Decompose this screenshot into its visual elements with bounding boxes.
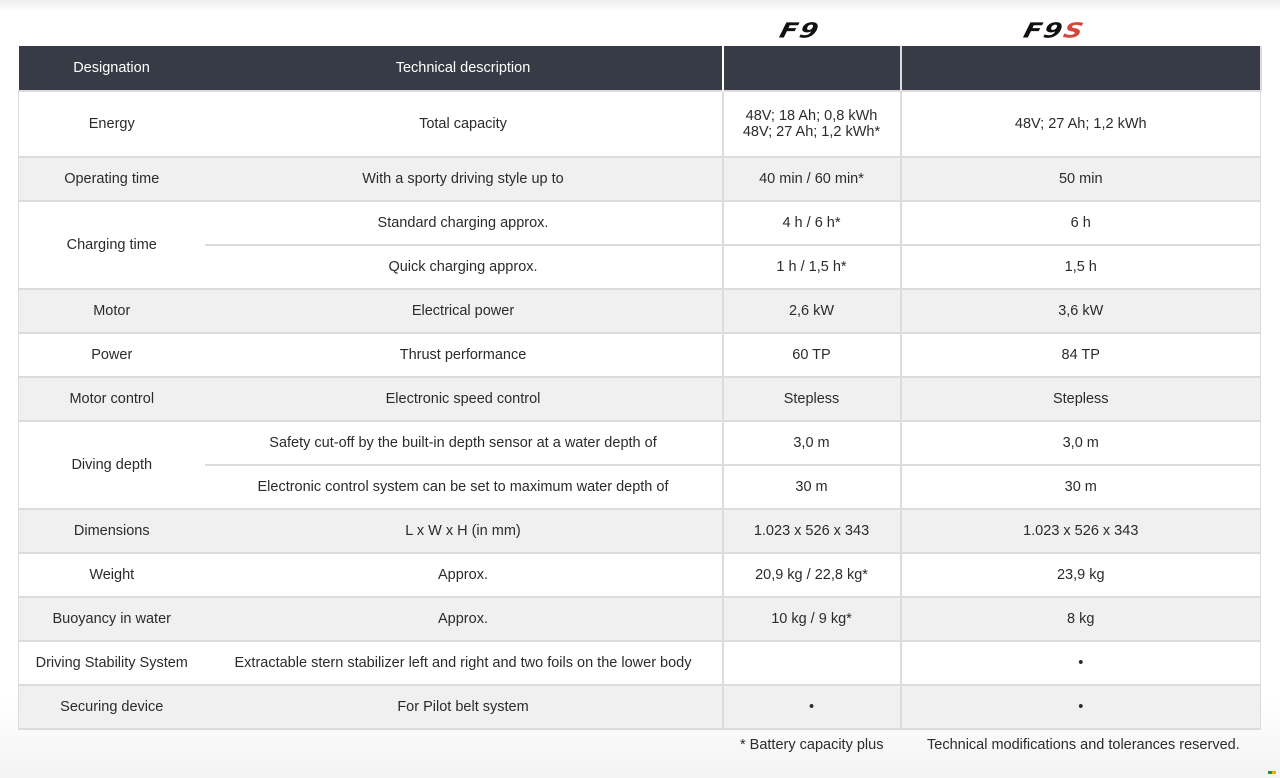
table-row [19, 377, 1261, 421]
f9s-value-cell: 1,5 h [901, 245, 1261, 289]
f9s-value-cell: • [901, 685, 1261, 729]
table-row [19, 641, 1261, 685]
description-cell: L x W x H (in mm) [205, 509, 723, 553]
description-cell: Approx. [205, 553, 723, 597]
f9-value-cell [723, 641, 901, 685]
designation-cell: Charging time [19, 201, 205, 289]
designation-cell: Buoyancy in water [19, 597, 205, 641]
f9-value-cell: 1 h / 1,5 h* [723, 245, 901, 289]
f9s-value-cell: 3,6 kW [901, 289, 1261, 333]
table-row [19, 157, 1261, 201]
f9-value-line: 48V; 27 Ah; 1,2 kWh* [742, 123, 881, 140]
f9s-value-cell: 48V; 27 Ah; 1,2 kWh [901, 91, 1261, 157]
description-cell: Quick charging approx. [205, 245, 723, 289]
table-row [19, 91, 1261, 157]
f9s-logo [1021, 21, 1138, 42]
table-row [19, 333, 1261, 377]
f9-value-cell: 30 m [723, 465, 901, 509]
f9s-value-cell: 6 h [901, 201, 1261, 245]
description-cell: Safety cut-off by the built-in depth sensor at a water depth of [205, 421, 723, 465]
f9-logo-text: F9 [777, 19, 823, 43]
f9-value-cell: 20,9 kg / 22,8 kg* [723, 553, 901, 597]
designation-cell: Operating time [19, 157, 205, 201]
f9s-value-cell: • [901, 641, 1261, 685]
designation-cell: Motor [19, 289, 205, 333]
f9s-value-cell: 84 TP [901, 333, 1261, 377]
specifications-table [18, 46, 1262, 730]
designation-cell: Driving Stability System [19, 641, 205, 685]
f9s-value-cell: 50 min [901, 157, 1261, 201]
table-row [19, 201, 1261, 245]
f9-value-line: 48V; 18 Ah; 0,8 kWh [745, 107, 878, 124]
description-cell: Thrust performance [205, 333, 723, 377]
description-cell: Total capacity [205, 91, 723, 157]
technical-modifications-footnote: Technical modifications and tolerances reserved. [927, 737, 1240, 753]
description-cell: Standard charging approx. [205, 201, 723, 245]
f9s-value-cell: 8 kg [901, 597, 1261, 641]
designation-cell: Dimensions [19, 509, 205, 553]
f9s-value-cell: 30 m [901, 465, 1261, 509]
f9s-logo-text: F9 [1021, 19, 1067, 43]
f9-value-cell: 60 TP [723, 333, 901, 377]
table-row [19, 509, 1261, 553]
f9-value-cell: 40 min / 60 min* [723, 157, 901, 201]
table-row [19, 597, 1261, 641]
description-cell: Extractable stern stabilizer left and right and two foils on the lower body [205, 641, 723, 685]
header-technical-description: Technical description [205, 47, 723, 91]
designation-cell: Weight [19, 553, 205, 597]
header-f9 [723, 47, 901, 91]
f9-value-cell: 10 kg / 9 kg* [723, 597, 901, 641]
description-cell: With a sporty driving style up to [205, 157, 723, 201]
designation-cell: Energy [19, 91, 205, 157]
description-cell: Electrical power [205, 289, 723, 333]
f9-value-cell: 4 h / 6 h* [723, 201, 901, 245]
description-cell: For Pilot belt system [205, 685, 723, 729]
f9-logo [777, 21, 852, 42]
header-f9s [901, 47, 1261, 91]
f9-value-cell: 2,6 kW [723, 289, 901, 333]
table-row [19, 421, 1261, 465]
designation-cell: Securing device [19, 685, 205, 729]
f9-value-cell: Stepless [723, 377, 901, 421]
f9s-value-cell: 1.023 x 526 x 343 [901, 509, 1261, 553]
f9s-value-cell: 23,9 kg [901, 553, 1261, 597]
table-header-row [19, 47, 1261, 91]
designation-cell: Power [19, 333, 205, 377]
header-designation: Designation [19, 47, 205, 91]
table-row [19, 685, 1261, 729]
designation-cell: Motor control [19, 377, 205, 421]
f9-value-cell [723, 91, 901, 157]
table-row [19, 245, 1261, 289]
table-row [19, 465, 1261, 509]
table-row [19, 553, 1261, 597]
f9-value-cell: • [723, 685, 901, 729]
f9s-logo-accent: S [1060, 19, 1088, 43]
description-cell: Electronic speed control [205, 377, 723, 421]
description-cell: Approx. [205, 597, 723, 641]
f9s-value-cell: Stepless [901, 377, 1261, 421]
f9-value-cell: 1.023 x 526 x 343 [723, 509, 901, 553]
f9-value-cell: 3,0 m [723, 421, 901, 465]
designation-cell: Diving depth [19, 421, 205, 509]
description-cell: Electronic control system can be set to maximum water depth of [205, 465, 723, 509]
battery-footnote: * Battery capacity plus [740, 737, 884, 753]
corner-mark-icon [1268, 771, 1276, 774]
table-row [19, 289, 1261, 333]
f9s-value-cell: 3,0 m [901, 421, 1261, 465]
